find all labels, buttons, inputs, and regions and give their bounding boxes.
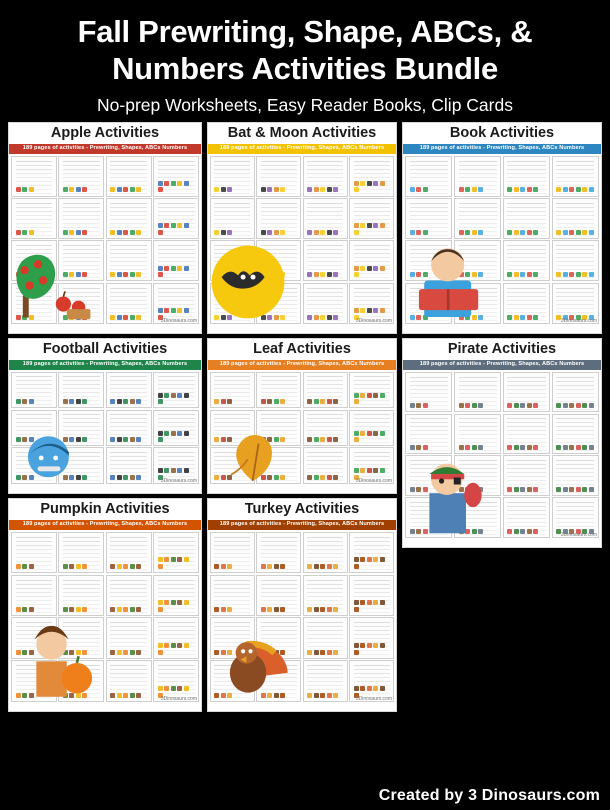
- worksheet-thumbnail: [106, 575, 152, 616]
- worksheet-thumbnail: [503, 240, 550, 281]
- worksheet-thumbnail-chips: [307, 230, 343, 235]
- worksheet-thumbnail-chips: [214, 607, 250, 612]
- worksheet-thumbnail-chips: [354, 643, 390, 655]
- worksheet-thumbnail-chips: [110, 230, 147, 235]
- worksheet-thumbnail-chips: [556, 187, 594, 192]
- preview-card-pumpkin[interactable]: [8, 498, 202, 712]
- preview-card-thumbnail-grid: [403, 370, 601, 540]
- worksheet-thumbnail-chips: [507, 529, 545, 534]
- worksheet-thumbnail: [405, 156, 452, 197]
- worksheet-thumbnail: [454, 283, 501, 324]
- preview-card-subtitle: 189 pages of activities - Prewriting, Shapes, ABCs Numbers: [9, 520, 201, 530]
- worksheet-thumbnail-chips: [459, 487, 497, 492]
- worksheet-thumbnail: [454, 156, 501, 197]
- worksheet-thumbnail: [405, 372, 452, 412]
- worksheet-thumbnail-chips: [261, 399, 297, 404]
- worksheet-thumbnail: [303, 660, 348, 701]
- worksheet-thumbnail: [256, 283, 301, 324]
- worksheet-thumbnail: [303, 410, 348, 446]
- preview-card-thumbnail-grid: [208, 370, 396, 486]
- preview-card-subtitle: 189 pages of activities - Prewriting, Shapes, ABCs Numbers: [208, 520, 396, 530]
- worksheet-thumbnail: [153, 575, 199, 616]
- worksheet-thumbnail: [58, 532, 104, 573]
- worksheet-thumbnail-chips: [110, 437, 147, 442]
- preview-card-leaf[interactable]: [207, 338, 397, 494]
- worksheet-thumbnail-chips: [214, 693, 250, 698]
- product-preview-grid: [0, 122, 610, 762]
- worksheet-thumbnail: [153, 532, 199, 573]
- worksheet-thumbnail: [58, 198, 104, 239]
- worksheet-thumbnail: [503, 156, 550, 197]
- worksheet-thumbnail-chips: [63, 315, 100, 320]
- preview-card-title: Book Activities: [449, 125, 555, 142]
- worksheet-thumbnail-chips: [459, 529, 497, 534]
- worksheet-thumbnail-chips: [63, 693, 100, 698]
- worksheet-thumbnail-chips: [507, 272, 545, 277]
- worksheet-thumbnail: [210, 283, 255, 324]
- worksheet-thumbnail-chips: [410, 529, 448, 534]
- worksheet-thumbnail: [349, 372, 394, 408]
- worksheet-thumbnail: [106, 198, 152, 239]
- worksheet-thumbnail-chips: [507, 403, 545, 408]
- worksheet-thumbnail: [153, 617, 199, 658]
- worksheet-thumbnail: [58, 156, 104, 197]
- worksheet-thumbnail: [454, 414, 501, 454]
- worksheet-thumbnail-chips: [261, 187, 297, 192]
- worksheet-thumbnail-chips: [261, 272, 297, 277]
- worksheet-thumbnail: [153, 198, 199, 239]
- worksheet-thumbnail-chips: [16, 315, 53, 320]
- credit-prefix: Created by: [378, 787, 464, 804]
- worksheet-thumbnail-chips: [261, 607, 297, 612]
- worksheet-thumbnail: [503, 198, 550, 239]
- worksheet-thumbnail: [58, 410, 104, 446]
- worksheet-thumbnail-chips: [158, 393, 195, 405]
- worksheet-thumbnail-chips: [410, 272, 448, 277]
- worksheet-thumbnail: [210, 617, 255, 658]
- worksheet-thumbnail-chips: [158, 600, 195, 612]
- worksheet-thumbnail-chips: [110, 272, 147, 277]
- worksheet-thumbnail-chips: [507, 187, 545, 192]
- worksheet-thumbnail-chips: [158, 431, 195, 443]
- worksheet-thumbnail-chips: [16, 475, 53, 480]
- worksheet-thumbnail: [11, 198, 57, 239]
- worksheet-thumbnail-chips: [459, 272, 497, 277]
- worksheet-thumbnail-chips: [110, 187, 147, 192]
- preview-card-title: Bat & Moon Activities: [227, 125, 377, 142]
- worksheet-thumbnail: [256, 372, 301, 408]
- worksheet-thumbnail-chips: [307, 693, 343, 698]
- worksheet-thumbnail-chips: [307, 564, 343, 569]
- watermark: 3Dinosaurs.com: [160, 477, 197, 484]
- worksheet-thumbnail: [11, 660, 57, 701]
- worksheet-thumbnail-chips: [410, 187, 448, 192]
- worksheet-thumbnail-chips: [110, 475, 147, 480]
- worksheet-thumbnail: [11, 283, 57, 324]
- worksheet-thumbnail: [349, 532, 394, 573]
- credit-site: 3 Dinosaurs.com: [468, 787, 600, 804]
- worksheet-thumbnail: [303, 283, 348, 324]
- preview-card-thumbnail-grid: [9, 530, 201, 704]
- worksheet-thumbnail-chips: [16, 693, 53, 698]
- worksheet-thumbnail-chips: [556, 403, 594, 408]
- worksheet-thumbnail: [349, 617, 394, 658]
- worksheet-thumbnail: [11, 575, 57, 616]
- worksheet-thumbnail-chips: [16, 437, 53, 442]
- worksheet-thumbnail: [503, 414, 550, 454]
- worksheet-thumbnail-chips: [16, 230, 53, 235]
- worksheet-thumbnail: [256, 410, 301, 446]
- worksheet-thumbnail-chips: [459, 403, 497, 408]
- worksheet-thumbnail-chips: [214, 650, 250, 655]
- worksheet-thumbnail-chips: [354, 557, 390, 569]
- preview-card-thumbnail-grid: [208, 154, 396, 326]
- worksheet-thumbnail-chips: [410, 403, 448, 408]
- worksheet-thumbnail-chips: [158, 181, 195, 193]
- worksheet-thumbnail-chips: [354, 600, 390, 612]
- page-title-line1: Fall Prewriting, Shape, ABCs, &: [77, 14, 533, 49]
- worksheet-thumbnail: [256, 660, 301, 701]
- worksheet-thumbnail-chips: [307, 187, 343, 192]
- worksheet-thumbnail: [58, 240, 104, 281]
- worksheet-thumbnail-chips: [63, 607, 100, 612]
- worksheet-thumbnail: [303, 156, 348, 197]
- worksheet-thumbnail-chips: [261, 650, 297, 655]
- worksheet-thumbnail: [303, 532, 348, 573]
- worksheet-thumbnail-chips: [261, 437, 297, 442]
- preview-card-thumbnail-grid: [9, 370, 201, 486]
- worksheet-thumbnail: [210, 240, 255, 281]
- worksheet-thumbnail: [256, 575, 301, 616]
- preview-card-book[interactable]: [402, 122, 602, 334]
- worksheet-thumbnail-chips: [16, 272, 53, 277]
- worksheet-thumbnail-chips: [261, 475, 297, 480]
- worksheet-thumbnail-chips: [110, 693, 147, 698]
- worksheet-thumbnail: [503, 372, 550, 412]
- worksheet-thumbnail: [11, 617, 57, 658]
- preview-card-subtitle: 189 pages of activities - Prewriting, Shapes, ABCs Numbers: [9, 360, 201, 370]
- worksheet-thumbnail: [405, 497, 452, 537]
- worksheet-thumbnail: [349, 240, 394, 281]
- worksheet-thumbnail: [210, 372, 255, 408]
- worksheet-thumbnail: [11, 156, 57, 197]
- worksheet-thumbnail-chips: [110, 650, 147, 655]
- preview-card-thumbnail-grid: [403, 154, 601, 326]
- worksheet-thumbnail: [106, 660, 152, 701]
- page-subtitle: No-prep Worksheets, Easy Reader Books, Clip Cards: [97, 95, 513, 116]
- worksheet-thumbnail-chips: [410, 487, 448, 492]
- worksheet-thumbnail: [454, 240, 501, 281]
- worksheet-thumbnail: [552, 455, 599, 495]
- worksheet-thumbnail: [454, 455, 501, 495]
- worksheet-thumbnail: [256, 617, 301, 658]
- worksheet-thumbnail: [303, 372, 348, 408]
- worksheet-thumbnail-chips: [214, 475, 250, 480]
- watermark: 3Dinosaurs.com: [355, 695, 392, 702]
- watermark: 3Dinosaurs.com: [560, 317, 597, 324]
- worksheet-thumbnail: [503, 455, 550, 495]
- worksheet-thumbnail: [256, 532, 301, 573]
- worksheet-thumbnail: [303, 617, 348, 658]
- worksheet-thumbnail: [106, 532, 152, 573]
- preview-card-title: Apple Activities: [50, 125, 160, 142]
- worksheet-thumbnail: [106, 283, 152, 324]
- worksheet-thumbnail: [11, 532, 57, 573]
- poster-header: [0, 0, 610, 122]
- worksheet-thumbnail: [106, 156, 152, 197]
- worksheet-thumbnail-chips: [354, 181, 390, 193]
- worksheet-thumbnail-chips: [507, 315, 545, 320]
- worksheet-thumbnail-chips: [214, 230, 250, 235]
- page-title-line2: Numbers Activities Bundle: [112, 50, 498, 86]
- worksheet-thumbnail-chips: [261, 564, 297, 569]
- worksheet-thumbnail: [405, 198, 452, 239]
- preview-card-football[interactable]: [8, 338, 202, 494]
- worksheet-thumbnail: [256, 447, 301, 483]
- worksheet-thumbnail-chips: [158, 643, 195, 655]
- worksheet-thumbnail-chips: [507, 230, 545, 235]
- worksheet-thumbnail: [405, 414, 452, 454]
- credit-line: [379, 787, 600, 805]
- worksheet-thumbnail: [11, 240, 57, 281]
- worksheet-thumbnail: [552, 240, 599, 281]
- worksheet-thumbnail-chips: [459, 230, 497, 235]
- preview-card-title: Football Activities: [42, 341, 168, 358]
- worksheet-thumbnail-chips: [556, 230, 594, 235]
- preview-card-pirate[interactable]: [402, 338, 602, 548]
- worksheet-thumbnail: [454, 198, 501, 239]
- worksheet-thumbnail: [303, 198, 348, 239]
- worksheet-thumbnail: [210, 447, 255, 483]
- worksheet-thumbnail-chips: [307, 399, 343, 404]
- worksheet-thumbnail: [349, 575, 394, 616]
- watermark: 3Dinosaurs.com: [560, 531, 597, 538]
- worksheet-thumbnail-chips: [459, 315, 497, 320]
- worksheet-thumbnail: [552, 414, 599, 454]
- worksheet-thumbnail-chips: [158, 557, 195, 569]
- worksheet-thumbnail-chips: [307, 437, 343, 442]
- worksheet-thumbnail: [405, 283, 452, 324]
- worksheet-thumbnail-chips: [63, 475, 100, 480]
- worksheet-thumbnail-chips: [63, 399, 100, 404]
- worksheet-thumbnail-chips: [261, 693, 297, 698]
- worksheet-thumbnail: [349, 156, 394, 197]
- worksheet-thumbnail: [405, 240, 452, 281]
- preview-card-title: Leaf Activities: [253, 341, 351, 358]
- worksheet-thumbnail: [106, 372, 152, 408]
- preview-card-title: Pumpkin Activities: [40, 501, 170, 518]
- worksheet-thumbnail-chips: [410, 315, 448, 320]
- worksheet-thumbnail: [454, 497, 501, 537]
- worksheet-thumbnail-chips: [16, 399, 53, 404]
- worksheet-thumbnail-chips: [214, 564, 250, 569]
- preview-card-subtitle: 189 pages of activities - Prewriting, Shapes, ABCs Numbers: [208, 144, 396, 154]
- worksheet-thumbnail-chips: [214, 437, 250, 442]
- worksheet-thumbnail-chips: [307, 475, 343, 480]
- worksheet-thumbnail-chips: [110, 315, 147, 320]
- worksheet-thumbnail-chips: [354, 431, 390, 443]
- worksheet-thumbnail: [210, 198, 255, 239]
- worksheet-thumbnail: [210, 660, 255, 701]
- worksheet-thumbnail-chips: [410, 230, 448, 235]
- worksheet-thumbnail: [552, 198, 599, 239]
- worksheet-thumbnail-chips: [158, 223, 195, 235]
- worksheet-thumbnail: [210, 532, 255, 573]
- worksheet-thumbnail: [11, 447, 57, 483]
- worksheet-thumbnail-chips: [214, 315, 250, 320]
- preview-card-thumbnail-grid: [9, 154, 201, 326]
- worksheet-thumbnail-chips: [63, 437, 100, 442]
- worksheet-thumbnail-chips: [110, 564, 147, 569]
- worksheet-thumbnail: [503, 497, 550, 537]
- worksheet-thumbnail: [552, 372, 599, 412]
- worksheet-thumbnail: [153, 372, 199, 408]
- preview-card-apple[interactable]: [8, 122, 202, 334]
- worksheet-thumbnail: [303, 575, 348, 616]
- worksheet-thumbnail-chips: [16, 650, 53, 655]
- worksheet-thumbnail-chips: [410, 445, 448, 450]
- preview-card-bat[interactable]: [207, 122, 397, 334]
- worksheet-thumbnail-chips: [307, 650, 343, 655]
- worksheet-thumbnail-chips: [507, 445, 545, 450]
- worksheet-thumbnail: [256, 198, 301, 239]
- preview-card-title: Pirate Activities: [447, 341, 557, 358]
- worksheet-thumbnail-chips: [459, 187, 497, 192]
- worksheet-thumbnail-chips: [307, 315, 343, 320]
- worksheet-thumbnail: [106, 240, 152, 281]
- worksheet-thumbnail: [552, 156, 599, 197]
- worksheet-thumbnail-chips: [63, 187, 100, 192]
- worksheet-thumbnail: [210, 575, 255, 616]
- preview-card-title: Turkey Activities: [244, 501, 360, 518]
- worksheet-thumbnail-chips: [507, 487, 545, 492]
- worksheet-thumbnail-chips: [110, 607, 147, 612]
- preview-card-thumbnail-grid: [208, 530, 396, 704]
- worksheet-thumbnail: [349, 198, 394, 239]
- worksheet-thumbnail: [58, 660, 104, 701]
- worksheet-thumbnail: [256, 240, 301, 281]
- worksheet-thumbnail-chips: [63, 564, 100, 569]
- worksheet-thumbnail: [58, 372, 104, 408]
- worksheet-thumbnail-chips: [556, 445, 594, 450]
- worksheet-thumbnail-chips: [16, 564, 53, 569]
- worksheet-thumbnail: [405, 455, 452, 495]
- worksheet-thumbnail-chips: [214, 187, 250, 192]
- worksheet-thumbnail: [210, 156, 255, 197]
- worksheet-thumbnail-chips: [307, 272, 343, 277]
- worksheet-thumbnail-chips: [110, 399, 147, 404]
- worksheet-thumbnail: [58, 617, 104, 658]
- worksheet-thumbnail: [58, 575, 104, 616]
- worksheet-thumbnail-chips: [307, 607, 343, 612]
- worksheet-thumbnail: [153, 240, 199, 281]
- page-title: [16, 14, 594, 87]
- worksheet-thumbnail: [58, 283, 104, 324]
- watermark: 3Dinosaurs.com: [355, 477, 392, 484]
- worksheet-thumbnail: [153, 156, 199, 197]
- worksheet-thumbnail-chips: [16, 187, 53, 192]
- worksheet-thumbnail-chips: [354, 223, 390, 235]
- worksheet-thumbnail: [106, 447, 152, 483]
- worksheet-thumbnail-chips: [354, 266, 390, 278]
- preview-card-subtitle: 189 pages of activities - Prewriting, Shapes, ABCs Numbers: [403, 360, 601, 370]
- worksheet-thumbnail: [153, 410, 199, 446]
- worksheet-thumbnail: [303, 240, 348, 281]
- watermark: 3Dinosaurs.com: [160, 317, 197, 324]
- worksheet-thumbnail-chips: [16, 607, 53, 612]
- worksheet-thumbnail: [11, 410, 57, 446]
- watermark: 3Dinosaurs.com: [160, 695, 197, 702]
- worksheet-thumbnail-chips: [261, 230, 297, 235]
- worksheet-thumbnail: [106, 617, 152, 658]
- preview-card-subtitle: 189 pages of activities - Prewriting, Shapes, ABCs Numbers: [403, 144, 601, 154]
- worksheet-thumbnail: [503, 283, 550, 324]
- worksheet-thumbnail-chips: [261, 315, 297, 320]
- worksheet-thumbnail: [210, 410, 255, 446]
- worksheet-thumbnail: [106, 410, 152, 446]
- worksheet-thumbnail-chips: [556, 272, 594, 277]
- worksheet-thumbnail: [454, 372, 501, 412]
- worksheet-thumbnail-chips: [63, 650, 100, 655]
- preview-card-subtitle: 189 pages of activities - Prewriting, Shapes, ABCs Numbers: [208, 360, 396, 370]
- worksheet-thumbnail: [349, 410, 394, 446]
- worksheet-thumbnail-chips: [556, 487, 594, 492]
- worksheet-thumbnail-chips: [63, 230, 100, 235]
- worksheet-thumbnail: [58, 447, 104, 483]
- worksheet-thumbnail-chips: [214, 399, 250, 404]
- worksheet-thumbnail-chips: [459, 445, 497, 450]
- worksheet-thumbnail: [11, 372, 57, 408]
- preview-card-turkey[interactable]: [207, 498, 397, 712]
- watermark: 3Dinosaurs.com: [355, 317, 392, 324]
- worksheet-thumbnail-chips: [158, 266, 195, 278]
- worksheet-thumbnail: [303, 447, 348, 483]
- worksheet-thumbnail-chips: [63, 272, 100, 277]
- preview-card-subtitle: 189 pages of activities - Prewriting, Shapes, ABCs Numbers: [9, 144, 201, 154]
- worksheet-thumbnail-chips: [354, 393, 390, 405]
- worksheet-thumbnail-chips: [214, 272, 250, 277]
- worksheet-thumbnail: [256, 156, 301, 197]
